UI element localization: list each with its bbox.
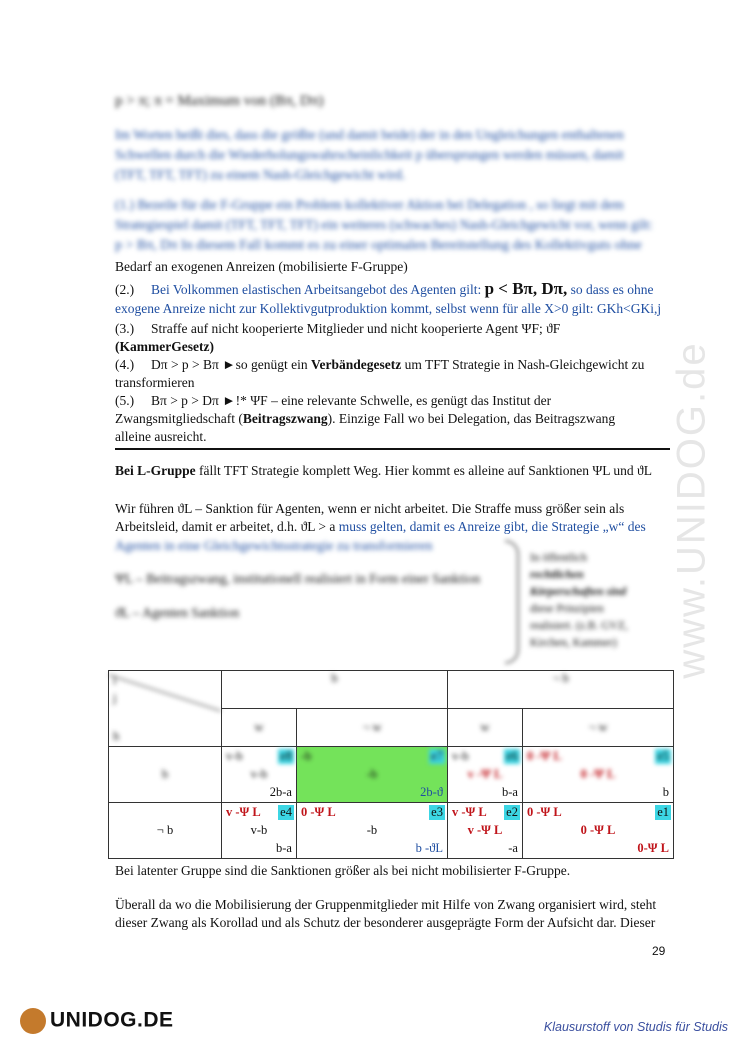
- payoff-bottom: b: [662, 785, 669, 799]
- sub-header-cell: ¬ w: [296, 709, 447, 747]
- payoff-bottom: 0-Ψ L: [637, 841, 669, 855]
- payoff-tag: e4: [280, 805, 292, 819]
- row-label: ¬ b: [109, 803, 222, 859]
- payoff-cell: [447, 803, 522, 859]
- l-gruppe-text: fällt TFT Strategie komplett Weg. Hier kommt es alleine auf Sanktionen ΨL und ϑL: [195, 463, 652, 478]
- unidog-logo[interactable]: [20, 1008, 174, 1034]
- page-number: 29: [652, 944, 666, 958]
- wir-text-blue: muss gelten, damit es Anreize gibt, die Strategie „w“ des: [338, 519, 646, 534]
- blurred-theta: ϑL – Agenten Sanktion: [115, 605, 240, 620]
- payoff-bottom: 2b-ϑ: [420, 785, 443, 799]
- payoff-bottom: b-a: [501, 785, 518, 799]
- payoff-cell: [222, 803, 297, 859]
- payoff-tag: e8: [280, 749, 292, 763]
- item-number: (4.): [115, 357, 135, 372]
- blurred-item-line: p > Bπ, Dπ In diesem Fall kommt es zu einer optimalen Bereitstellung des Kollektivguts ohne: [115, 238, 642, 253]
- after-line-2: Überall da wo die Mobilisierung der Gruppenmitglieder mit Hilfe von Zwang organisiert wird, steht: [115, 897, 657, 912]
- logo-text: UNIDOG.DE: [50, 1008, 174, 1032]
- corner-h: h: [113, 729, 120, 743]
- item-3: [115, 320, 670, 338]
- payoff-bottom: -a: [508, 841, 518, 855]
- blurred-para-line: Im Worten heißt dies, dass die größte (und damit beide) der in den Ungleichungen enthaltenen: [115, 127, 624, 142]
- after-line-3: dieser Zwang als Korollad und als Schutz der besonderer ausgeprägte Form der Aufsicht dar. Dieser: [115, 915, 656, 930]
- payoff-tag: e6: [506, 749, 518, 763]
- payoff-top: v -Ψ L: [226, 805, 261, 819]
- blurred-para-line: (TFT, TFT, TFT) zu einem Nash-Gleichgewicht wird.: [115, 167, 406, 182]
- footer-slogan: Klausurstoff von Studis für Studis: [543, 1020, 728, 1034]
- side-note-line: Kirchen, Kammer): [530, 637, 617, 649]
- payoff-cell: [522, 747, 673, 803]
- item-2: [115, 280, 670, 299]
- corner-i: i: [113, 673, 117, 687]
- payoff-mid: -b: [366, 767, 378, 781]
- item-text: Bei Volkommen elastischen Arbeitsangebot des Agenten gilt:: [151, 282, 482, 297]
- item-tail: so dass es ohne: [570, 282, 654, 297]
- payoff-tag: e3: [431, 805, 443, 819]
- item-text: ). Einzige Fall wo bei Delegation, das Beitragszwang: [327, 411, 616, 426]
- payoff-tag: e1: [657, 805, 669, 819]
- payoff-tag: e7: [431, 749, 443, 763]
- sub-header-cell: ¬ w: [522, 709, 673, 747]
- item-text: Straffe auf nicht kooperierte Mitglieder und nicht kooperierte Agent ΨF; ϑF: [151, 321, 561, 336]
- side-note-line: diese Prinzipien: [530, 603, 604, 615]
- item-5: [115, 392, 670, 410]
- column-header-not-b: ¬ b: [447, 671, 673, 709]
- side-note-line: In öffentlich: [530, 552, 587, 564]
- payoff-cell: [296, 747, 447, 803]
- wir-text: Arbeitsleid, damit er arbeitet, d.h. ϑL > a: [115, 519, 339, 534]
- side-note-line: rechtlichen: [530, 569, 584, 581]
- item-5-line-2: [115, 410, 670, 428]
- item-3-line-2: (KammerGesetz): [115, 339, 214, 354]
- side-note-line: Körperschaften sind: [530, 586, 627, 598]
- dog-icon: [20, 1008, 46, 1034]
- payoff-table: [108, 670, 674, 859]
- after-line-1: Bei latenter Gruppe sind die Sanktionen größer als bei nicht mobilisierter F-Gruppe.: [115, 863, 571, 878]
- payoff-mid: v -Ψ L: [467, 823, 503, 837]
- blurred-para-line: Schwellen durch die Wiederholungswahrscheinlichkeit p übersprungen werden müssen, damit: [115, 147, 624, 162]
- brace: [505, 540, 519, 664]
- item-text: Dπ > p > Bπ ►so genügt ein: [151, 357, 311, 372]
- l-gruppe-bold: Bei L-Gruppe: [115, 463, 196, 478]
- payoff-cell: [222, 747, 297, 803]
- blurred-psi: ΨL – Beitragszwang, institutionell realisiert in Form einer Sanktion: [115, 571, 481, 586]
- sub-header-cell: w: [447, 709, 522, 747]
- payoff-cell: [522, 803, 673, 859]
- wir-line-2: [115, 518, 670, 536]
- item-number: (2.): [115, 282, 135, 297]
- watermark: www.UNIDOG.de: [669, 341, 714, 679]
- item-4-line-2: transformieren: [115, 375, 195, 390]
- payoff-bottom: b -ϑL: [415, 841, 443, 855]
- sub-header-cell: w: [222, 709, 297, 747]
- blurred-line: Agenten in eine Gleichgewichtsstrategie zu transformieren: [115, 538, 433, 553]
- payoff-top: v-b: [226, 749, 243, 763]
- payoff-mid: -b: [366, 823, 378, 837]
- payoff-top: 0 -Ψ L: [300, 805, 336, 819]
- payoff-top: -b: [300, 749, 312, 763]
- bedarf-line: Bedarf an exogenen Anreizen (mobilisierte F-Gruppe): [115, 259, 408, 274]
- payoff-bottom: b-a: [276, 841, 292, 855]
- payoff-cell: [447, 747, 522, 803]
- item-text: um TFT Strategie in Nash-Gleichgewicht zu: [401, 357, 645, 372]
- payoff-tag: e2: [506, 805, 518, 819]
- payoff-mid: v-b: [250, 767, 268, 781]
- payoff-mid: v -Ψ L: [467, 767, 503, 781]
- item-2-line-2: exogene Anreize nicht zur Kollektivgutproduktion kommt, selbst wenn für alle X>0 gilt: GKh<GKi,j: [115, 301, 662, 316]
- item-5-line-3: alleine ausreicht.: [115, 429, 207, 444]
- row-label: b: [109, 747, 222, 803]
- column-header-b: b: [222, 671, 448, 709]
- payoff-top: 0 -Ψ L: [526, 749, 562, 763]
- corner-j: j: [113, 691, 117, 705]
- item-number: (3.): [115, 321, 135, 336]
- wir-line-1: Wir führen ϑL – Sanktion für Agenten, wenn er nicht arbeitet. Die Straffe muss größer sein als: [115, 501, 625, 516]
- side-note-line: realisiert. (z.B. GVZ,: [530, 620, 628, 632]
- item-text: Bπ > p > Dπ ►!* ΨF – eine relevante Schwelle, es genügt das Institut der: [151, 393, 552, 408]
- footer: [0, 1006, 750, 1046]
- payoff-bottom: 2b-a: [269, 785, 292, 799]
- payoff-top: v -Ψ L: [451, 805, 487, 819]
- payoff-top: v-b: [451, 749, 469, 763]
- item-bold: Verbändegesetz: [310, 357, 402, 372]
- payoff-mid: v-b: [250, 823, 268, 837]
- item-bold: Beitragszwang: [242, 411, 328, 426]
- payoff-top: 0 -Ψ L: [526, 805, 562, 819]
- blurred-formula: p > π; π = Maximum von (Bπ, Dπ): [115, 93, 324, 109]
- item-text: Zwangsmitgliedschaft (: [115, 411, 243, 426]
- blurred-item-line: Strategiespiel damit (TFT, TFT, TFT) ein weiteres (schwaches) Nash-Gleichgewicht vor, wenn gilt:: [115, 217, 653, 232]
- blurred-item-line: (1.) Bezeile für die F-Gruppe ein Problem kollektiver Aktion bei Delegation , so liegt mit dem: [115, 197, 624, 212]
- l-gruppe-line: [115, 462, 670, 480]
- payoff-tag: e5: [657, 749, 669, 763]
- payoff-mid: 0 -Ψ L: [580, 823, 616, 837]
- item-number: (5.): [115, 393, 135, 408]
- payoff-cell: [296, 803, 447, 859]
- item-4: [115, 356, 670, 374]
- corner-cell: [109, 671, 222, 747]
- section-divider: [115, 448, 670, 450]
- item-formula: p < Bπ, Dπ,: [484, 279, 568, 298]
- side-note: [530, 550, 665, 652]
- payoff-mid: 0 -Ψ L: [580, 767, 616, 781]
